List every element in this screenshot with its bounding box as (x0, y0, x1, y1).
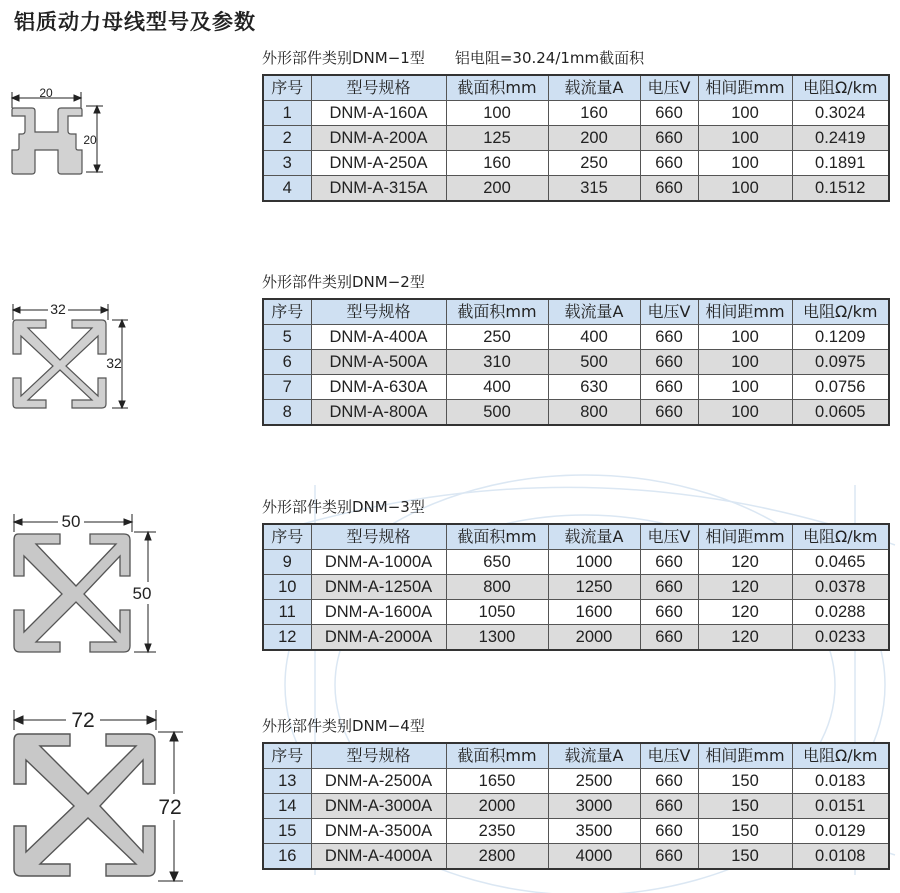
col-header-voltage: 电压V (640, 743, 698, 769)
cell-spacing: 100 (698, 325, 792, 350)
cell-voltage: 660 (640, 550, 698, 575)
cell-model: DNM-A-800A (311, 400, 446, 426)
cell-current: 3000 (548, 794, 640, 819)
cell-model: DNM-A-250A (311, 151, 446, 176)
cell-index: 11 (263, 600, 311, 625)
table-row (263, 176, 889, 202)
col-header-area: 截面积mm (446, 524, 548, 550)
col-header-model: 型号规格 (311, 743, 446, 769)
cell-area: 100 (446, 101, 548, 126)
cell-area: 1300 (446, 625, 548, 651)
table-row (263, 400, 889, 426)
cell-index: 4 (263, 176, 311, 202)
cell-current: 200 (548, 126, 640, 151)
cell-current: 3500 (548, 819, 640, 844)
table-header-row (263, 524, 889, 550)
resistance-note: 铝电阻=30.24/1mm截面积 (454, 49, 645, 67)
cell-voltage: 660 (640, 325, 698, 350)
profile-drawing-dnm-4 (8, 706, 193, 891)
cell-resistance: 0.0605 (792, 400, 889, 426)
table-row (263, 325, 889, 350)
col-header-voltage: 电压V (640, 299, 698, 325)
cell-area: 2800 (446, 844, 548, 870)
col-header-resistance: 电阻Ω/km (792, 743, 889, 769)
table-row (263, 350, 889, 375)
col-header-spacing: 相间距mm (698, 75, 792, 101)
cell-index: 13 (263, 769, 311, 794)
cell-area: 250 (446, 325, 548, 350)
cell-current: 500 (548, 350, 640, 375)
cell-area: 1050 (446, 600, 548, 625)
cell-current: 400 (548, 325, 640, 350)
spec-table (262, 74, 890, 202)
table-header-row (263, 75, 889, 101)
cell-spacing: 120 (698, 575, 792, 600)
cell-voltage: 660 (640, 101, 698, 126)
cell-voltage: 660 (640, 176, 698, 202)
cell-resistance: 0.3024 (792, 101, 889, 126)
section-type-label: 外形部件类别DNM−4型 (262, 717, 425, 735)
cell-spacing: 100 (698, 375, 792, 400)
cell-index: 7 (263, 375, 311, 400)
cell-resistance: 0.1209 (792, 325, 889, 350)
cell-index: 10 (263, 575, 311, 600)
cell-voltage: 660 (640, 350, 698, 375)
section-type-label: 外形部件类别DNM−3型 (262, 498, 425, 516)
spec-table (262, 742, 890, 870)
cell-current: 1250 (548, 575, 640, 600)
cell-resistance: 0.0129 (792, 819, 889, 844)
page-title: 铝质动力母线型号及参数 (14, 10, 256, 34)
cell-index: 5 (263, 325, 311, 350)
spec-section-dnm-4 (262, 714, 890, 870)
col-header-resistance: 电阻Ω/km (792, 299, 889, 325)
col-header-spacing: 相间距mm (698, 524, 792, 550)
cell-voltage: 660 (640, 844, 698, 870)
cell-voltage: 660 (640, 375, 698, 400)
section-caption (262, 714, 890, 738)
col-header-current: 载流量A (548, 299, 640, 325)
cell-index: 6 (263, 350, 311, 375)
cell-model: DNM-A-160A (311, 101, 446, 126)
cell-voltage: 660 (640, 600, 698, 625)
cell-spacing: 150 (698, 844, 792, 870)
profile-width-label: 32 (50, 301, 66, 317)
cell-model: DNM-A-4000A (311, 844, 446, 870)
cell-resistance: 0.0183 (792, 769, 889, 794)
cell-index: 2 (263, 126, 311, 151)
cell-spacing: 120 (698, 625, 792, 651)
section-type-label: 外形部件类别DNM−1型 (262, 49, 425, 67)
col-header-area: 截面积mm (446, 299, 548, 325)
table-row (263, 844, 889, 870)
cell-current: 800 (548, 400, 640, 426)
table-row (263, 600, 889, 625)
cell-voltage: 660 (640, 819, 698, 844)
spec-section-dnm-1 (262, 46, 890, 202)
spec-section-dnm-3 (262, 495, 890, 651)
table-row (263, 769, 889, 794)
cell-model: DNM-A-315A (311, 176, 446, 202)
col-header-voltage: 电压V (640, 524, 698, 550)
col-header-model: 型号规格 (311, 299, 446, 325)
cell-index: 8 (263, 400, 311, 426)
cell-resistance: 0.0756 (792, 375, 889, 400)
cell-index: 16 (263, 844, 311, 870)
cell-current: 1000 (548, 550, 640, 575)
table-row (263, 819, 889, 844)
cell-spacing: 100 (698, 400, 792, 426)
cell-area: 400 (446, 375, 548, 400)
cell-area: 310 (446, 350, 548, 375)
cell-spacing: 100 (698, 151, 792, 176)
col-header-model: 型号规格 (311, 524, 446, 550)
cell-area: 200 (446, 176, 548, 202)
profile-width-label: 20 (39, 88, 53, 100)
cell-spacing: 150 (698, 769, 792, 794)
cell-spacing: 100 (698, 176, 792, 202)
cell-current: 250 (548, 151, 640, 176)
cell-spacing: 100 (698, 126, 792, 151)
cell-area: 500 (446, 400, 548, 426)
col-header-index: 序号 (263, 524, 311, 550)
cell-voltage: 660 (640, 575, 698, 600)
cell-resistance: 0.0465 (792, 550, 889, 575)
spec-section-dnm-2 (262, 270, 890, 426)
cell-resistance: 0.1512 (792, 176, 889, 202)
cell-model: DNM-A-1250A (311, 575, 446, 600)
cell-voltage: 660 (640, 625, 698, 651)
cell-resistance: 0.1891 (792, 151, 889, 176)
cell-spacing: 150 (698, 819, 792, 844)
cell-spacing: 100 (698, 101, 792, 126)
cell-model: DNM-A-1000A (311, 550, 446, 575)
cell-current: 2000 (548, 625, 640, 651)
section-type-label: 外形部件类别DNM−2型 (262, 273, 425, 291)
table-row (263, 101, 889, 126)
cell-spacing: 120 (698, 550, 792, 575)
cell-voltage: 660 (640, 151, 698, 176)
profile-height-label: 50 (132, 584, 152, 603)
table-row (263, 550, 889, 575)
profile-width-label: 72 (71, 709, 95, 732)
cell-area: 125 (446, 126, 548, 151)
cell-current: 630 (548, 375, 640, 400)
profile-drawing-dnm-3 (8, 510, 168, 660)
cell-spacing: 120 (698, 600, 792, 625)
cell-voltage: 660 (640, 400, 698, 426)
table-row (263, 375, 889, 400)
cell-voltage: 660 (640, 794, 698, 819)
cell-area: 800 (446, 575, 548, 600)
cell-model: DNM-A-500A (311, 350, 446, 375)
cell-resistance: 0.0378 (792, 575, 889, 600)
cell-model: DNM-A-3000A (311, 794, 446, 819)
table-row (263, 126, 889, 151)
col-header-current: 载流量A (548, 75, 640, 101)
cell-resistance: 0.0975 (792, 350, 889, 375)
col-header-spacing: 相间距mm (698, 299, 792, 325)
cell-model: DNM-A-2500A (311, 769, 446, 794)
cell-area: 2000 (446, 794, 548, 819)
spec-table (262, 523, 890, 651)
cell-voltage: 660 (640, 126, 698, 151)
table-row (263, 151, 889, 176)
cell-resistance: 0.0288 (792, 600, 889, 625)
table-header-row (263, 743, 889, 769)
col-header-model: 型号规格 (311, 75, 446, 101)
col-header-current: 载流量A (548, 524, 640, 550)
profile-height-label: 32 (106, 355, 122, 371)
cell-current: 315 (548, 176, 640, 202)
col-header-area: 截面积mm (446, 743, 548, 769)
table-row (263, 625, 889, 651)
col-header-index: 序号 (263, 299, 311, 325)
section-caption (262, 495, 890, 519)
cell-model: DNM-A-200A (311, 126, 446, 151)
cell-index: 14 (263, 794, 311, 819)
cell-area: 2350 (446, 819, 548, 844)
col-header-resistance: 电阻Ω/km (792, 524, 889, 550)
cell-spacing: 100 (698, 350, 792, 375)
cell-index: 1 (263, 101, 311, 126)
cell-spacing: 150 (698, 794, 792, 819)
cell-current: 1600 (548, 600, 640, 625)
col-header-voltage: 电压V (640, 75, 698, 101)
table-header-row (263, 299, 889, 325)
spec-table (262, 298, 890, 426)
col-header-current: 载流量A (548, 743, 640, 769)
cell-index: 3 (263, 151, 311, 176)
cell-voltage: 660 (640, 769, 698, 794)
col-header-area: 截面积mm (446, 75, 548, 101)
cell-model: DNM-A-1600A (311, 600, 446, 625)
cell-resistance: 0.2419 (792, 126, 889, 151)
section-caption (262, 270, 890, 294)
cell-area: 650 (446, 550, 548, 575)
profile-height-label: 72 (158, 796, 182, 819)
col-header-index: 序号 (263, 75, 311, 101)
cell-resistance: 0.0151 (792, 794, 889, 819)
cell-index: 9 (263, 550, 311, 575)
cell-resistance: 0.0233 (792, 625, 889, 651)
col-header-index: 序号 (263, 743, 311, 769)
cell-index: 15 (263, 819, 311, 844)
profile-drawing-dnm-1 (8, 88, 108, 180)
table-row (263, 794, 889, 819)
profile-width-label: 50 (61, 512, 81, 531)
cell-model: DNM-A-400A (311, 325, 446, 350)
cell-model: DNM-A-2000A (311, 625, 446, 651)
cell-index: 12 (263, 625, 311, 651)
cell-area: 160 (446, 151, 548, 176)
cell-area: 1650 (446, 769, 548, 794)
cell-current: 2500 (548, 769, 640, 794)
cell-resistance: 0.0108 (792, 844, 889, 870)
table-row (263, 575, 889, 600)
cell-current: 160 (548, 101, 640, 126)
section-caption (262, 46, 890, 70)
cell-model: DNM-A-3500A (311, 819, 446, 844)
profile-height-label: 20 (83, 133, 97, 147)
col-header-spacing: 相间距mm (698, 743, 792, 769)
cell-current: 4000 (548, 844, 640, 870)
cell-model: DNM-A-630A (311, 375, 446, 400)
col-header-resistance: 电阻Ω/km (792, 75, 889, 101)
profile-drawing-dnm-2 (8, 300, 128, 415)
